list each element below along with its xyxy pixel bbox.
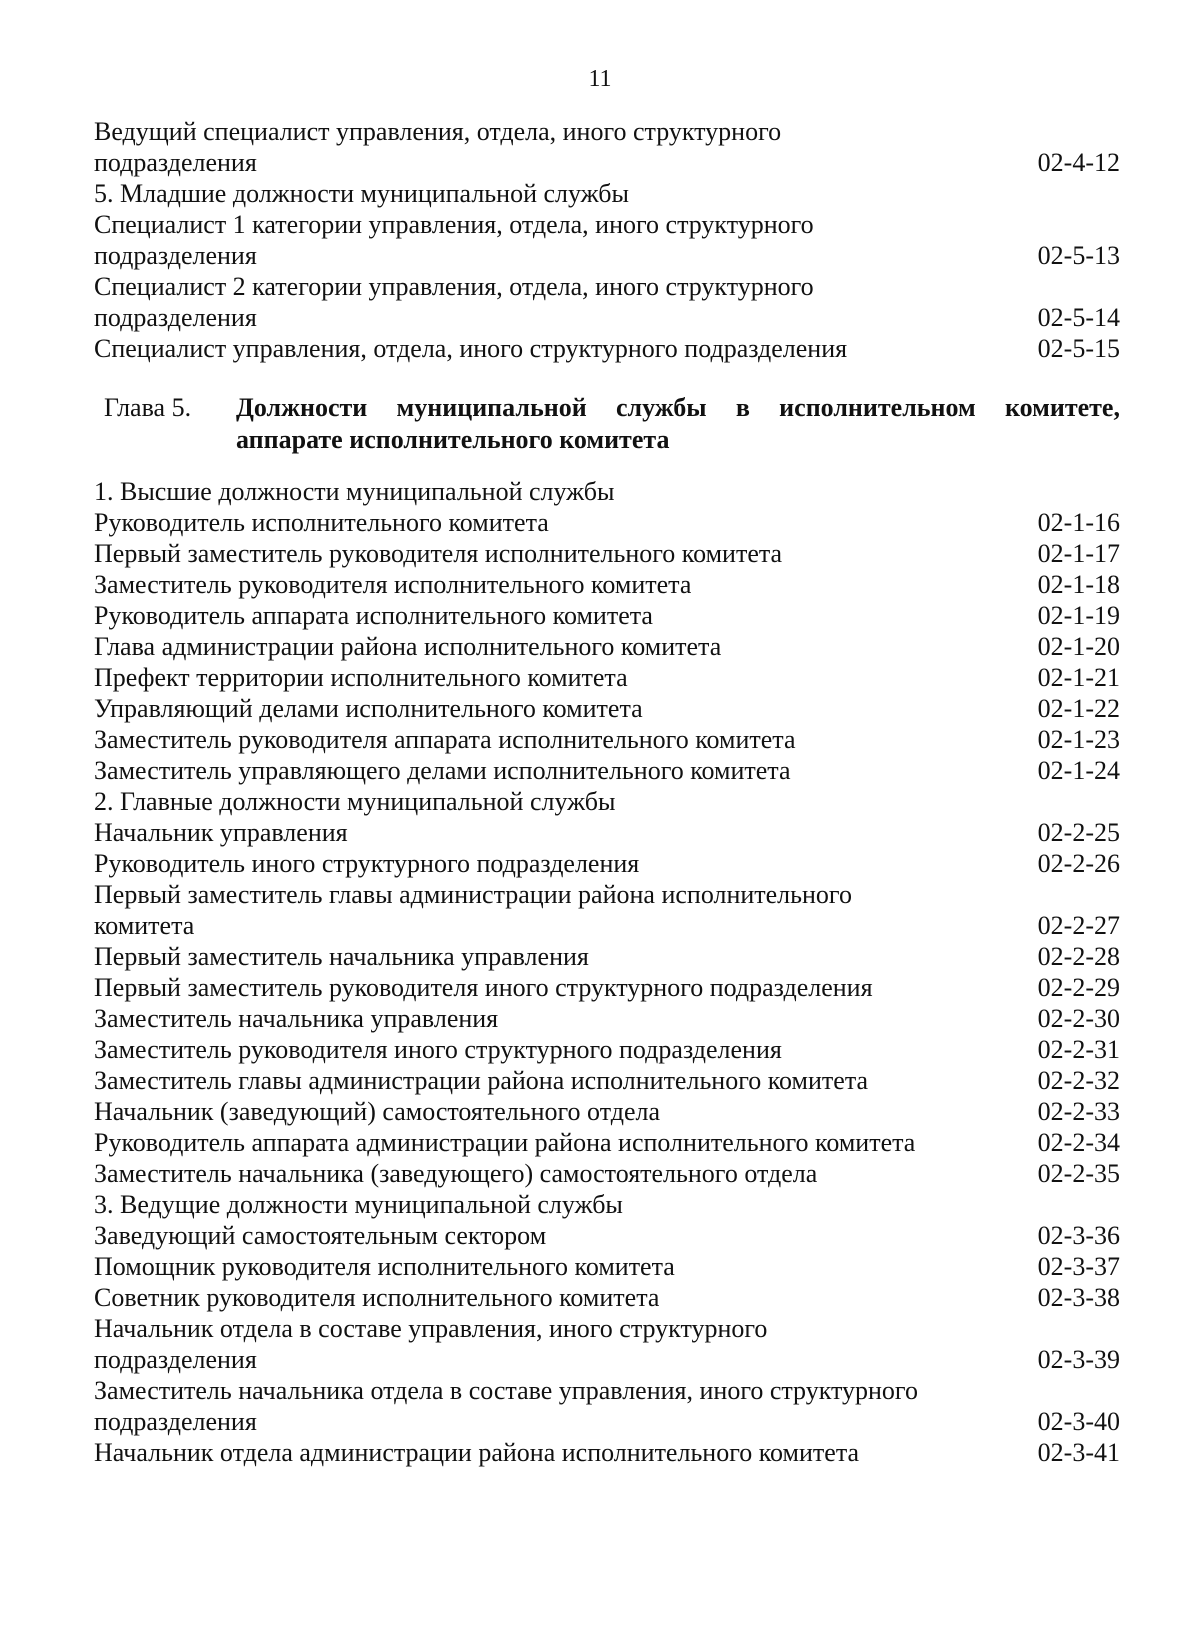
position-title: Префект территории исполнительного комитета xyxy=(94,663,628,692)
position-code: 02-3-41 xyxy=(1037,1438,1120,1467)
position-code: 02-2-33 xyxy=(1037,1097,1120,1126)
position-row xyxy=(94,333,1120,364)
position-title: подразделения xyxy=(94,1407,257,1436)
chapter-title-word: Должности xyxy=(236,393,368,422)
position-row xyxy=(94,1065,1120,1096)
position-code: 02-1-18 xyxy=(1037,570,1120,599)
position-row xyxy=(94,507,1120,538)
page-number: 11 xyxy=(588,66,612,92)
position-title: Специалист управления, отдела, иного структурного подразделения xyxy=(94,334,848,363)
position-title: Заместитель руководителя исполнительного комитета xyxy=(94,570,692,599)
position-code: 02-2-25 xyxy=(1037,818,1120,847)
position-row xyxy=(94,209,1120,240)
position-title: подразделения xyxy=(94,1345,257,1374)
position-row xyxy=(94,1282,1120,1313)
position-code: 02-2-30 xyxy=(1037,1004,1120,1033)
position-title: 1. Высшие должности муниципальной службы xyxy=(94,477,615,506)
position-code: 02-2-26 xyxy=(1037,849,1120,878)
position-title: Заместитель начальника управления xyxy=(94,1004,499,1033)
position-title: 2. Главные должности муниципальной службы xyxy=(94,787,616,816)
position-title: Глава администрации района исполнительного комитета xyxy=(94,632,722,661)
position-code: 02-3-36 xyxy=(1037,1221,1120,1250)
position-row xyxy=(94,1034,1120,1065)
position-code: 02-1-21 xyxy=(1037,663,1120,692)
position-title: Руководитель аппарата администрации района исполнительного комитета xyxy=(94,1128,916,1157)
position-row xyxy=(94,178,1120,209)
position-title: Заместитель начальника (заведующего) самостоятельного отдела xyxy=(94,1159,818,1188)
chapter-title-line-2: аппарате исполнительного комитета xyxy=(236,425,670,454)
position-code: 02-1-16 xyxy=(1037,508,1120,537)
position-row xyxy=(94,1251,1120,1282)
chapter-title-line-1 xyxy=(236,392,1120,424)
position-title: Заместитель управляющего делами исполнительного комитета xyxy=(94,756,791,785)
position-row xyxy=(94,879,1120,910)
position-row xyxy=(94,662,1120,693)
main-position-list xyxy=(94,476,1120,1468)
position-title: 5. Младшие должности муниципальной службы xyxy=(94,179,629,208)
position-row xyxy=(94,1220,1120,1251)
position-row xyxy=(94,116,1120,147)
position-title: подразделения xyxy=(94,241,257,270)
position-row xyxy=(94,1189,1120,1220)
top-position-list xyxy=(94,116,1120,364)
position-row xyxy=(94,240,1120,271)
chapter-number: Глава 5. xyxy=(104,393,192,422)
position-title: Заведующий самостоятельным сектором xyxy=(94,1221,547,1250)
position-row xyxy=(94,1344,1120,1375)
position-title: Начальник (заведующий) самостоятельного отдела xyxy=(94,1097,661,1126)
position-code: 02-2-31 xyxy=(1037,1035,1120,1064)
position-title: Руководитель исполнительного комитета xyxy=(94,508,549,537)
position-title: Заместитель главы администрации района исполнительного комитета xyxy=(94,1066,869,1095)
position-row xyxy=(94,1158,1120,1189)
position-title: Советник руководителя исполнительного комитета xyxy=(94,1283,660,1312)
position-code: 02-3-37 xyxy=(1037,1252,1120,1281)
position-title: Специалист 2 категории управления, отдела, иного структурного xyxy=(94,272,814,301)
position-title: подразделения xyxy=(94,148,257,177)
position-title: комитета xyxy=(94,911,195,940)
chapter-title xyxy=(236,392,1120,456)
position-row xyxy=(94,1127,1120,1158)
position-title: Руководитель иного структурного подразделения xyxy=(94,849,640,878)
position-title: Помощник руководителя исполнительного комитета xyxy=(94,1252,675,1281)
position-code: 02-2-29 xyxy=(1037,973,1120,1002)
position-row xyxy=(94,1003,1120,1034)
position-row xyxy=(94,569,1120,600)
position-row xyxy=(94,302,1120,333)
position-code: 02-2-34 xyxy=(1037,1128,1120,1157)
position-row xyxy=(94,147,1120,178)
position-row xyxy=(94,817,1120,848)
position-title: Первый заместитель руководителя исполнительного комитета xyxy=(94,539,783,568)
chapter-title-word: исполнительном xyxy=(779,393,976,422)
position-code: 02-3-40 xyxy=(1037,1407,1120,1436)
position-title: Первый заместитель главы администрации района исполнительного xyxy=(94,880,852,909)
position-title: Управляющий делами исполнительного комитета xyxy=(94,694,643,723)
chapter-heading xyxy=(104,392,1120,456)
position-row xyxy=(94,1096,1120,1127)
position-title: Заместитель начальника отдела в составе управления, иного структурного xyxy=(94,1376,918,1405)
position-row xyxy=(94,755,1120,786)
position-row xyxy=(94,1375,1120,1406)
position-code: 02-3-39 xyxy=(1037,1345,1120,1374)
position-row xyxy=(94,1313,1120,1344)
position-code: 02-2-28 xyxy=(1037,942,1120,971)
position-code: 02-3-38 xyxy=(1037,1283,1120,1312)
position-code: 02-2-35 xyxy=(1037,1159,1120,1188)
position-title: Заместитель руководителя иного структурного подразделения xyxy=(94,1035,782,1064)
position-title: подразделения xyxy=(94,303,257,332)
position-code: 02-5-15 xyxy=(1037,334,1120,363)
position-row xyxy=(94,476,1120,507)
position-code: 02-1-24 xyxy=(1037,756,1120,785)
position-code: 02-1-19 xyxy=(1037,601,1120,630)
position-code: 02-2-32 xyxy=(1037,1066,1120,1095)
position-code: 02-5-13 xyxy=(1037,241,1120,270)
position-row xyxy=(94,724,1120,755)
position-title: Начальник управления xyxy=(94,818,348,847)
position-code: 02-2-27 xyxy=(1037,911,1120,940)
position-code: 02-5-14 xyxy=(1037,303,1120,332)
position-code: 02-1-17 xyxy=(1037,539,1120,568)
position-title: Заместитель руководителя аппарата исполнительного комитета xyxy=(94,725,796,754)
position-row xyxy=(94,786,1120,817)
position-code: 02-1-20 xyxy=(1037,632,1120,661)
position-code: 02-1-23 xyxy=(1037,725,1120,754)
position-code: 02-1-22 xyxy=(1037,694,1120,723)
chapter-title-word: службы xyxy=(615,393,707,422)
position-row xyxy=(94,600,1120,631)
position-title: Специалист 1 категории управления, отдела, иного структурного xyxy=(94,210,814,239)
position-row xyxy=(94,538,1120,569)
chapter-title-word: муниципальной xyxy=(396,393,587,422)
position-title: 3. Ведущие должности муниципальной службы xyxy=(94,1190,623,1219)
chapter-title-word: комитете, xyxy=(1005,393,1120,422)
position-row xyxy=(94,972,1120,1003)
position-row xyxy=(94,693,1120,724)
position-title: Первый заместитель руководителя иного структурного подразделения xyxy=(94,973,873,1002)
position-row xyxy=(94,271,1120,302)
position-row xyxy=(94,1406,1120,1437)
position-title: Ведущий специалист управления, отдела, иного структурного xyxy=(94,117,782,146)
position-row xyxy=(94,1437,1120,1468)
position-row xyxy=(94,910,1120,941)
position-row xyxy=(94,848,1120,879)
position-code: 02-4-12 xyxy=(1037,148,1120,177)
position-title: Первый заместитель начальника управления xyxy=(94,942,589,971)
position-row xyxy=(94,631,1120,662)
chapter-title-word: в xyxy=(735,393,750,422)
position-title: Руководитель аппарата исполнительного комитета xyxy=(94,601,653,630)
position-title: Начальник отдела в составе управления, иного структурного xyxy=(94,1314,768,1343)
position-title: Начальник отдела администрации района исполнительного комитета xyxy=(94,1438,860,1467)
position-row xyxy=(94,941,1120,972)
